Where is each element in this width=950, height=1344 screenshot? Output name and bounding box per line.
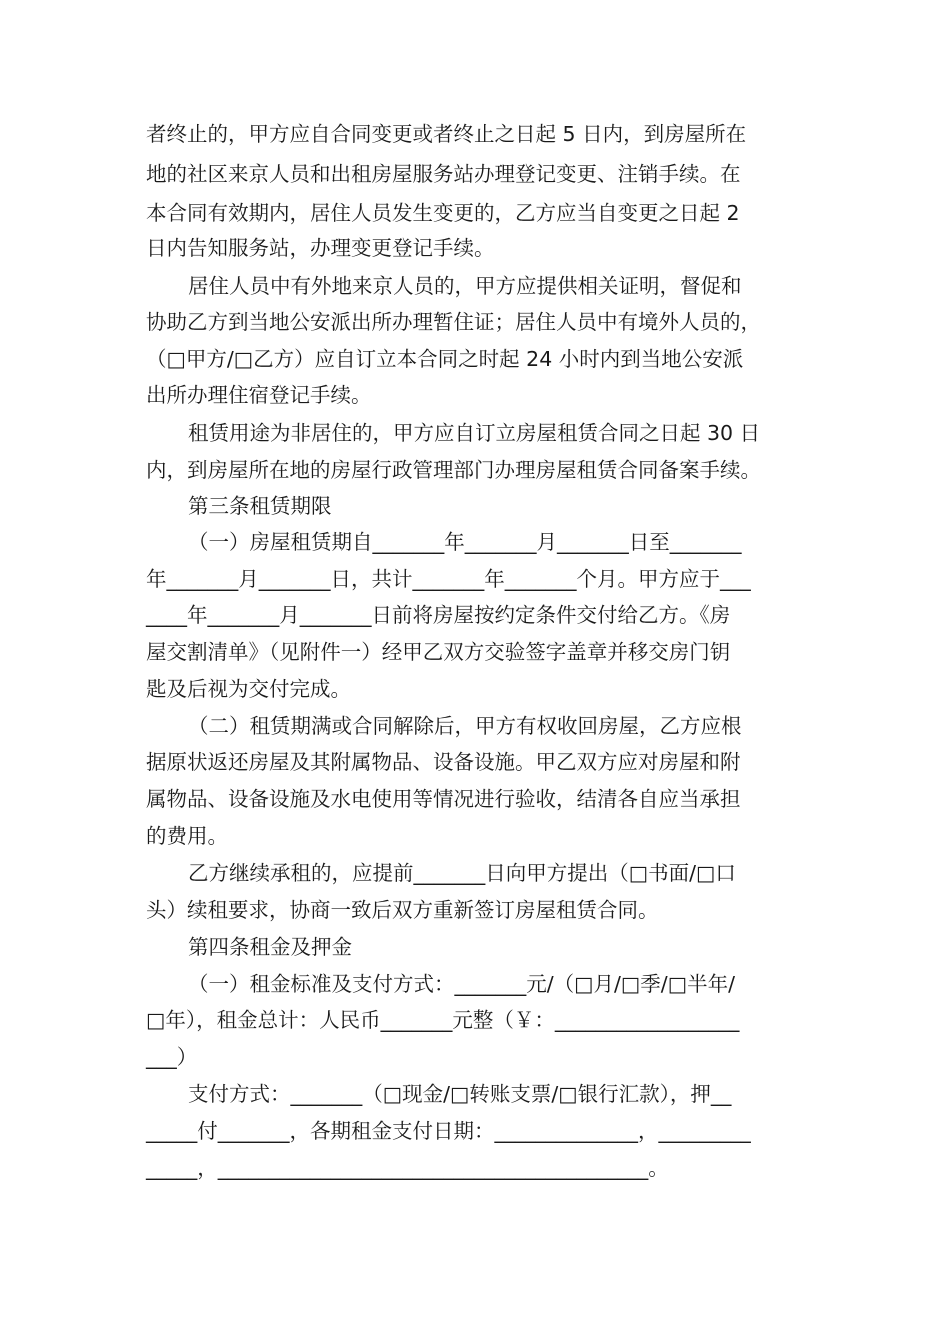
text-line: 支付方式：_______（□现金/□转账支票/□银行汇款），押__ bbox=[188, 1082, 732, 1106]
text-line: 租赁用途为非居住的，甲方应自订立房屋租赁合同之日起 30 日 bbox=[188, 421, 761, 445]
text-line: 地的社区来京人员和出租房屋服务站办理登记变更、注销手续。在 bbox=[146, 162, 741, 186]
text-line: 本合同有效期内，居住人员发生变更的，乙方应当自变更之日起 2 bbox=[146, 201, 740, 225]
text-line: （一）租金标准及支付方式：_______元/（□月/□季/□半年/ bbox=[188, 972, 735, 996]
text-line: （一）房屋租赁期自_______年_______月_______日至_______ bbox=[188, 530, 742, 554]
text-line: 屋交割清单》（见附件一）经甲乙双方交验签字盖章并移交房门钥 bbox=[146, 640, 731, 664]
text-line: 日内告知服务站，办理变更登记手续。 bbox=[146, 236, 495, 260]
section-heading: 第四条租金及押金 bbox=[188, 935, 352, 959]
text-line: 头）续租要求，协商一致后双方重新签订房屋租赁合同。 bbox=[146, 898, 659, 922]
text-line: 出所办理住宿登记手续。 bbox=[146, 383, 372, 407]
text-line: 乙方继续承租的，应提前_______日向甲方提出（□书面/□口 bbox=[188, 861, 736, 885]
text-line: 匙及后视为交付完成。 bbox=[146, 677, 351, 701]
section-heading: 第三条租赁期限 bbox=[188, 494, 332, 518]
text-line: （二）租赁期满或合同解除后，甲方有权收回房屋，乙方应根 bbox=[188, 714, 742, 738]
text-line: 者终止的，甲方应自合同变更或者终止之日起 5 日内，到房屋所在 bbox=[146, 122, 747, 146]
text-line: ____年_______月_______日前将房屋按约定条件交付给乙方。《房 bbox=[146, 603, 731, 627]
text-line: 属物品、设备设施及水电使用等情况进行验收，结清各自应当承担 bbox=[146, 787, 741, 811]
text-line: 年_______月_______日，共计_______年_______个月。甲方应于___ bbox=[146, 567, 751, 591]
text-line: □年），租金总计：人民币_______元整（￥：__________________ bbox=[146, 1008, 740, 1032]
text-line: _____，__________________________________________。 bbox=[146, 1156, 669, 1180]
text-line: 居住人员中有外地来京人员的，甲方应提供相关证明，督促和 bbox=[188, 274, 742, 298]
text-line: 的费用。 bbox=[146, 824, 228, 848]
text-line: （□甲方/□乙方）应自订立本合同之时起 24 小时内到当地公安派 bbox=[146, 347, 744, 371]
text-line: 据原状返还房屋及其附属物品、设备设施。甲乙双方应对房屋和附 bbox=[146, 750, 741, 774]
text-line: 内，到房屋所在地的房屋行政管理部门办理房屋租赁合同备案手续。 bbox=[146, 458, 761, 482]
text-line: 协助乙方到当地公安派出所办理暂住证；居住人员中有境外人员的， bbox=[146, 310, 761, 334]
text-line: ___） bbox=[146, 1045, 198, 1069]
text-line: _____付_______，各期租金支付日期：______________，_________ bbox=[146, 1119, 751, 1143]
